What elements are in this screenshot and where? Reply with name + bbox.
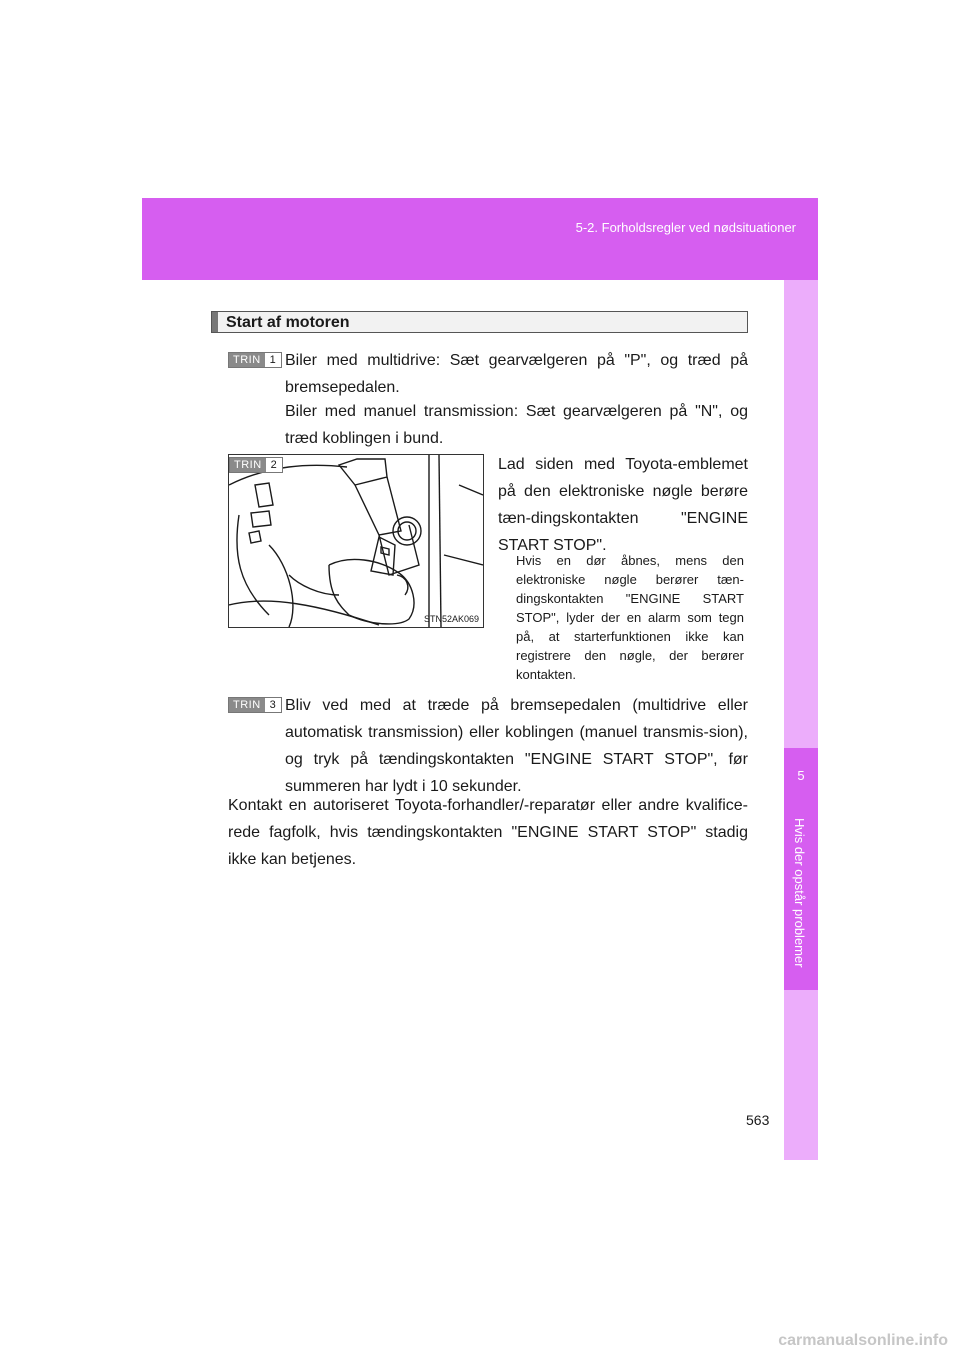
- step-1-text: Biler med multidrive: Sæt gearvælgeren på "P", og træd på bremsepedalen.: [285, 352, 748, 396]
- chapter-title: Hvis der opstår problemer: [792, 818, 807, 968]
- figure-code: STN52AK069: [423, 614, 479, 624]
- section-marker: [212, 312, 218, 332]
- chapter-number: 5: [797, 768, 805, 783]
- closing-text: Kontakt en autoriseret Toyota-forhandler/-reparatør eller andre kvalifice-rede fagfolk, hvis tændingskontakten "ENGINE START STOP" stadig ikke kan betjenes.: [228, 797, 748, 868]
- step-badge-2: [229, 457, 283, 473]
- page-number: 563: [746, 1112, 770, 1128]
- step-number: 3: [265, 698, 281, 712]
- header-band: [142, 198, 818, 280]
- step-label: TRIN: [230, 458, 266, 472]
- key-illustration: [229, 455, 483, 627]
- watermark: carmanualsonline.info: [778, 1332, 948, 1349]
- section-heading: [211, 311, 748, 333]
- step-label: TRIN: [229, 698, 265, 712]
- section-title: Start af motoren: [226, 314, 350, 331]
- step-3-text: Bliv ved med at træde på bremsepedalen (multidrive eller automatisk transmission) eller koblingen (manuel transmis-sion), og tryk på tændingskontakten "ENGINE START STOP", før summeren har lydt i 10 sekunder.: [285, 697, 748, 795]
- step-1-manual-text: Biler med manuel transmission: Sæt gearvælgeren på "N", og træd koblingen i bund.: [285, 403, 748, 447]
- step-2-note: Hvis en dør åbnes, mens den elektroniske nøgle berører tæn-dingskontakten "ENGINE START STOP", lyder der en alarm som tegn på, at starterfunktionen ikke kan registrere den nøgle, der berører kontakten.: [516, 553, 744, 682]
- step-badge-1: [228, 352, 282, 368]
- step-label: TRIN: [229, 353, 265, 367]
- figure-electronic-key: [228, 454, 484, 628]
- step-number: 1: [265, 353, 281, 367]
- step-number: 2: [266, 458, 282, 472]
- side-tab-strip: [784, 280, 818, 1160]
- step-2-text: Lad siden med Toyota-emblemet på den elektroniske nøgle berøre tæn-dingskontakten "ENGINE START STOP".: [498, 456, 748, 554]
- chapter-reference: 5-2. Forholdsregler ved nødsituationer: [575, 220, 796, 235]
- step-badge-3: [228, 697, 282, 713]
